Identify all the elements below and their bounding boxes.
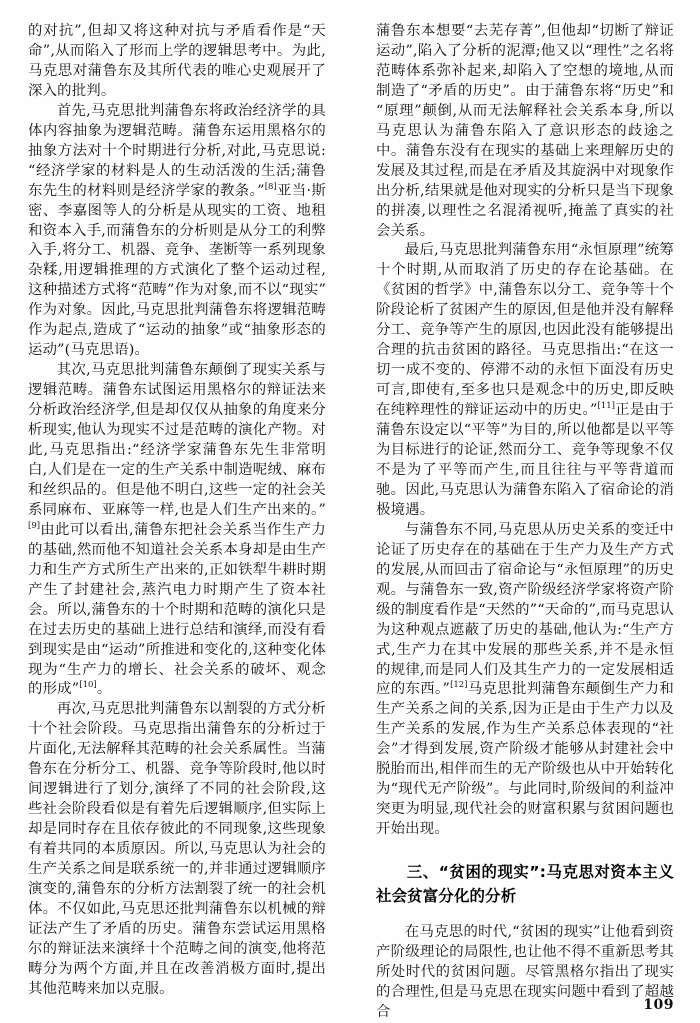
right-column [350,22,700,1023]
left-column [0,22,350,1000]
paragraph: 首先,马克思批判蒲鲁东将政治经济学的具体内容抽象为逻辑范畴。蒲鲁东运用黑格尔的抽象方法对十个时期进行分析,对此,马克思说:“经济学家的材料是人的生动活泼的生活;蒲鲁东先生的材料则是经济学家的教条。”[8]亚当·斯密、李嘉图等人的分析是从现实的工资、地租和资本入手,而蒲鲁东的分析则是从分工的利弊入手,将分工、机器、竞争、垄断等一系列现象杂糅,用逻辑推理的方式演化了整个运动过程,这种描述方式将“范畴”作为对象,而不以“现实”作为对象。因此,马克思批判蒲鲁东将逻辑范畴作为起点,造成了“运动的抽象”或“抽象形态的运动”(马克思语)。 [28,102,327,359]
paragraph: 与蒲鲁东不同,马克思从历史关系的变迁中论证了历史存在的基础在于生产力及生产方式的发展,从而回击了宿命论与“永恒原理”的历史观。与蒲鲁东一致,资产阶级经济学家将资产阶级的制度看作是“天然的”“天命的”,而马克思认为这种观点遮蔽了历史的基础,他认为:“生产方式,生产力在其中发展的那些关系,并不是永恒的规律,而是同人们及其生产力的一定发展相适应的东西。”[12]马克思批判蒲鲁东颠倒生产力和生产关系之间的关系,因为正是由于生产力以及生产关系的发展,作为生产关系总体表现的“社会”才得到发展,资产阶级才能够从封建社会中脱胎而出,相伴而生的无产阶级也从中开始转化为“现代无产阶级”。与此同时,阶级间的利益冲突更为明显,现代社会的财富积累与贫困问题也开始出现。 [376,521,674,838]
citation-marker: [9] [28,521,41,532]
citation-marker: [11] [597,401,615,412]
paragraph: 最后,马克思批判蒲鲁东用“永恒原理”统筹十个时期,从而取消了历史的存在论基础。在《贫困的哲学》中,蒲鲁东以分工、竞争等十个阶段论析了贫困产生的原因,但是他并没有解释分工、竞争等产生的原因,也因此没有能够提出合理的抗击贫困的路径。马克思指出:“在这一切一成不变的、停滞不动的永恒下面没有历史可言,即使有,至多也只是观念中的历史,即反映在纯粹理性的辩证运动中的历史。”[11]正是由于蒲鲁东设定以“平等”为目的,所以他都是以平等为目标进行的论证,然而分工、竞争等现象不仅不是为了平等而产生,而且往往与平等背道而驰。因此,马克思认为蒲鲁东陷入了宿命论的消极境遇。 [376,242,674,518]
section-heading: 三、“贫困的现实”:马克思对资本主义社会贫富分化的分析 [376,863,674,905]
paragraph: 再次,马克思批判蒲鲁东以割裂的方式分析十个社会阶段。马克思指出蒲鲁东的分析过于片面化,无法解释其范畴的社会关系属性。当蒲鲁东在分析分工、机器、竞争等阶段时,他以时间逻辑进行了划分,演绎了不同的社会阶段,这些社会阶段看似是有着先后逻辑顺序,但实际上却是同时存在且依存彼此的不同现象,这些现象有着共同的本质原因。所以,马克思认为社会的生产关系之间是联系统一的,并非通过逻辑顺序演变的,蒲鲁东的分析方法割裂了统一的社会机体。不仅如此,马克思还批判蒲鲁东以机械的辩证法产生了矛盾的历史。蒲鲁东尝试运用黑格尔的辩证法来演绎十个范畴之间的演变,他将范畴分为两个方面,并且在改善消极方面时,提出其他范畴来加以克服。 [28,701,326,997]
paragraph: 其次,马克思批判蒲鲁东颠倒了现实关系与逻辑范畴。蒲鲁东试图运用黑格尔的辩证法来分析政治经济学,但是却仅仅从抽象的角度来分析现实,他认为现实不过是范畴的演化产物。对此,马克思指出:“经济学家蒲鲁东先生非常明白,人们是在一定的生产关系中制造呢绒、麻布和丝织品的。但是他不明白,这些一定的社会关系同麻布、亚麻等一样,也是人们生产出来的。”[9]由此可以看出,蒲鲁东把社会关系当作生产力的基础,然而他不知道社会关系本身却是由生产力和生产方式所生产出来的,正如铁犁牛耕时期产生了封建社会,蒸汽电力时期产生了资本社会。所以,蒲鲁东的十个时期和范畴的演化只是在过去历史的基础上进行总结和演绎,而没有看到现实是由“运动”所推进和变化的,这种变化体现为“生产力的增长、社会关系的破坏、观念的形成”[10]。 [28,362,326,698]
paragraph: 蒲鲁东本想要“去芜存菁”,但他却“切断了辩证运动”,陷入了分析的泥潭;他又以“理性”之名将范畴体系弥补起来,却陷入了空想的境地,从而制造了“矛盾的历史”。由于蒲鲁东将“历史”和“原理”颠倒,从而无法解释社会关系本身,所以马克思认为蒲鲁东陷入了意识形态的歧途之中。蒲鲁东没有在现实的基础上来理解历史的发展及其过程,而是在矛盾及其旋涡中对现象作出分析,结果就是他对现实的分析只是当下现象的拼凑,以理性之名混淆视听,掩盖了真实的社会关系。 [376,23,674,239]
paragraph: 在马克思的时代,“贫困的现实”让他看到资产阶级理论的局限性,也让他不得不重新思考其所处时代的贫困问题。尽管黑格尔指出了现实的合理性,但是马克思在现实问题中看到了超越合 [376,924,674,1020]
citation-marker: [12] [450,680,468,691]
citation-marker: [10] [79,680,97,691]
citation-marker: [8] [264,181,277,192]
paragraph: 的对抗”,但却又将这种对抗与矛盾看作是“天命”,从而陷入了形而上学的逻辑思考中。为此,马克思对蒲鲁东及其所代表的唯心史观展开了深入的批判。 [28,23,326,99]
two-column-body [0,22,700,1021]
page-number: 109 [643,997,674,1013]
